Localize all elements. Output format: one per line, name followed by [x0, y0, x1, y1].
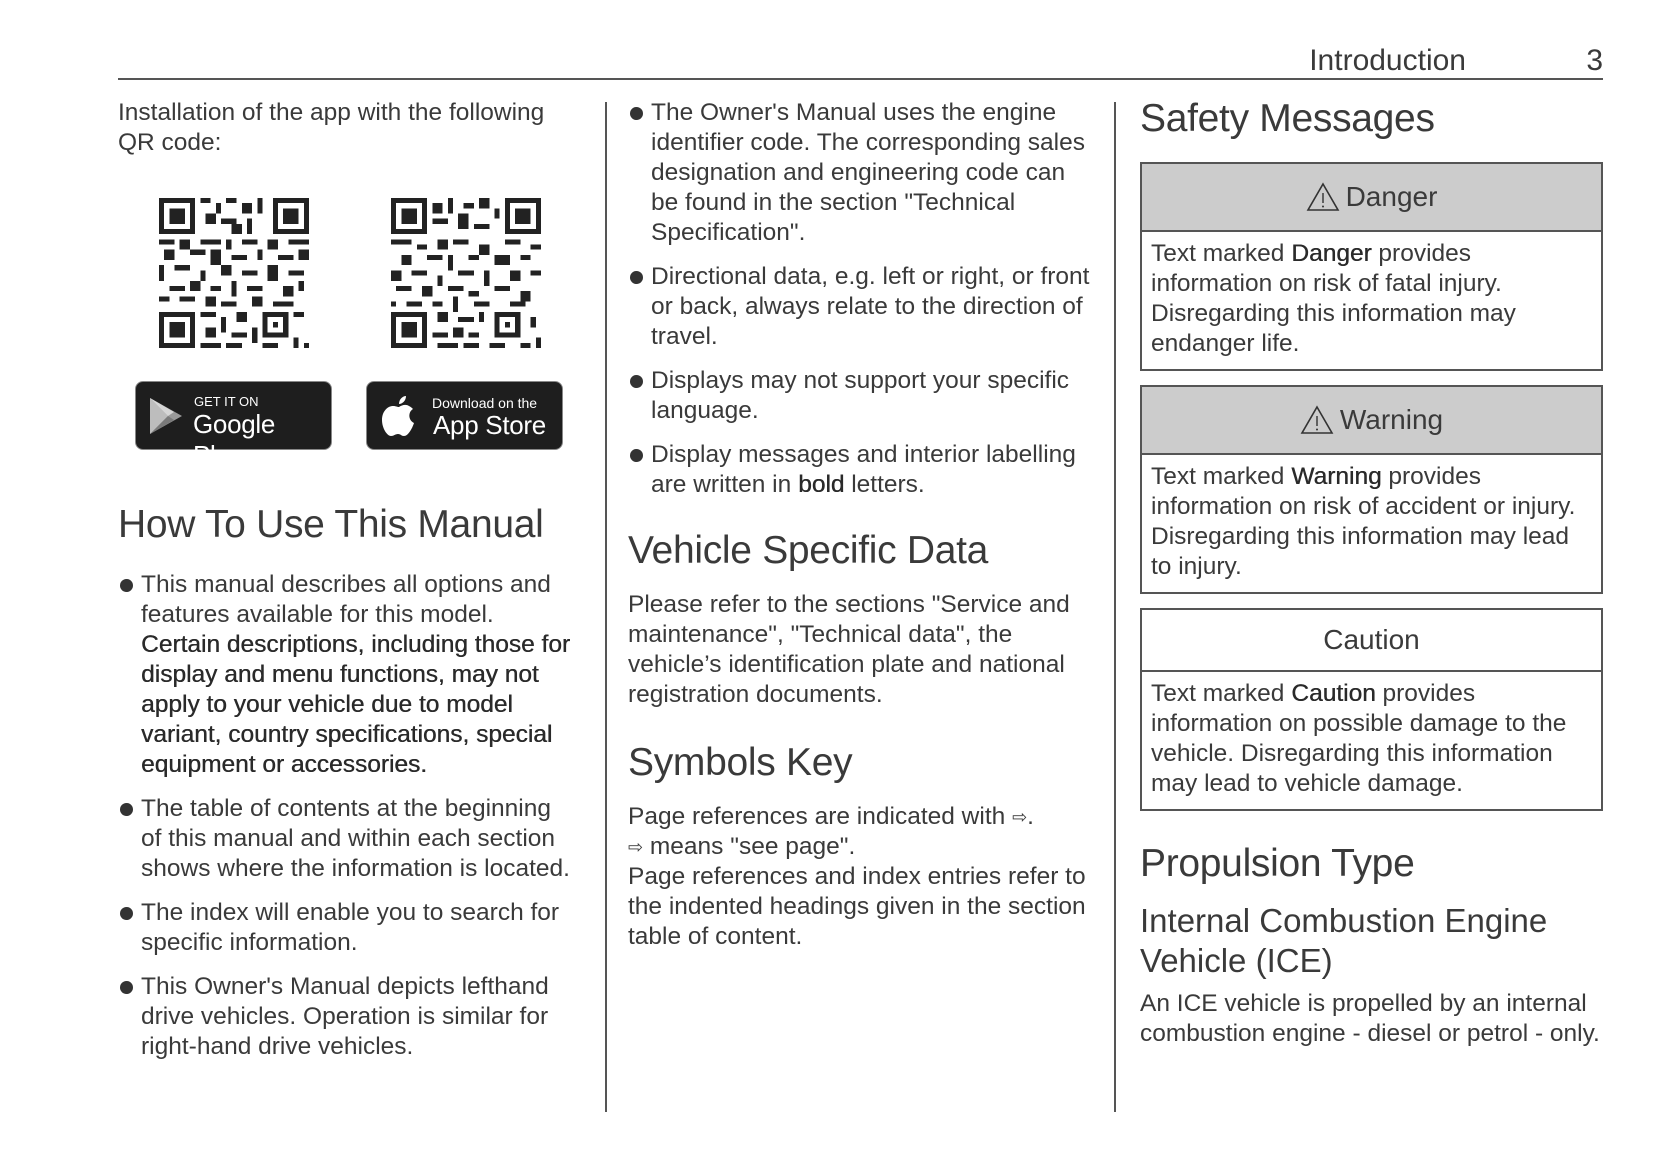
list-item: The index will enable you to search for specific information.	[118, 898, 578, 958]
symbols-key-heading: Symbols Key	[628, 741, 853, 784]
left-column	[118, 98, 578, 1076]
warning-box	[1140, 385, 1603, 594]
badge-big-label: Google Play	[193, 409, 276, 470]
danger-box	[1140, 162, 1603, 371]
how-to-use-heading: How To Use This Manual	[118, 503, 544, 546]
danger-box-text: Text marked Danger provides information on risk of fatal injury. Disregarding this information may endanger life.	[1151, 240, 1516, 357]
app-store-button[interactable]	[366, 381, 563, 450]
bullet-icon	[630, 107, 643, 120]
list-item: Display messages and interior labelling are written in bold letters.	[628, 440, 1093, 500]
danger-box-title: Danger	[1345, 181, 1438, 212]
bullet-icon	[630, 375, 643, 388]
app-install-text: Installation of the app with the following QR code:	[118, 99, 545, 156]
warning-box-header	[1142, 387, 1601, 455]
caution-box-text: Text marked Caution provides information on possible damage to the vehicle. Disregarding this information may lead to vehicle damage.	[1151, 680, 1567, 797]
section-title: Introduction	[1309, 44, 1466, 77]
vehicle-specific-data-text: Please refer to the sections "Service and maintenance", "Technical data", the vehicle’s identification plate and national registration documents.	[628, 591, 1070, 708]
bullet-icon	[120, 579, 133, 592]
caution-box-title: Caution	[1323, 624, 1420, 655]
safety-messages-heading: Safety Messages	[1140, 97, 1435, 140]
column-divider	[605, 102, 607, 1112]
qr-code-row	[159, 198, 578, 348]
safety-message-boxes	[1140, 162, 1603, 811]
danger-box-header	[1142, 164, 1601, 232]
warning-triangle-icon	[1306, 182, 1340, 212]
symbols-key-text: Page references are indicated with ⇨. ⇨ means "see page". Page references and index entries refer to the indented headings given in the section table of content.	[628, 803, 1086, 950]
list-item: Displays may not support your specific language.	[628, 366, 1093, 426]
list-item: The table of contents at the beginning of this manual and within each section shows where the information is located.	[118, 794, 578, 884]
caution-box	[1140, 608, 1603, 811]
google-play-button[interactable]	[135, 381, 332, 470]
app-store-qr-code[interactable]	[391, 198, 541, 348]
page-reference-arrow-icon: ⇨	[1012, 807, 1028, 827]
bullet-icon	[630, 449, 643, 462]
bullet-icon	[120, 981, 133, 994]
list-item: This manual describes all options and features available for this model. Certain descriptions, including those for display and menu functions, may not apply to your vehicle due to model variant, country specifications, special equipment or accessories.	[118, 570, 578, 780]
badge-small-label: GET IT ON	[194, 394, 259, 409]
column-divider	[1114, 102, 1116, 1112]
list-item: The Owner's Manual uses the engine identifier code. The corresponding sales designation and engineering code can be found in the section "Technical Specification".	[628, 98, 1093, 248]
apple-icon	[379, 392, 419, 440]
vehicle-specific-data-heading: Vehicle Specific Data	[628, 529, 989, 572]
badge-small-label: Download on the	[432, 395, 538, 411]
page-number: 3	[1586, 44, 1603, 77]
ice-subheading: Internal Combustion Engine Vehicle (ICE)	[1140, 902, 1548, 979]
warning-triangle-icon	[1300, 405, 1334, 435]
google-play-icon	[148, 396, 184, 436]
google-play-qr-code[interactable]	[159, 198, 309, 348]
how-to-use-list	[118, 570, 578, 1062]
page-header	[118, 40, 1603, 80]
bullet-icon	[630, 271, 643, 284]
list-item: This Owner's Manual depicts lefthand drive vehicles. Operation is similar for right-hand drive vehicles.	[118, 972, 578, 1062]
middle-column	[628, 98, 1093, 952]
warning-box-title: Warning	[1339, 404, 1444, 435]
propulsion-type-heading: Propulsion Type	[1140, 842, 1415, 885]
warning-box-text: Text marked Warning provides information on risk of accident or injury. Disregarding this information may lead to injury.	[1151, 463, 1576, 580]
bullet-icon	[120, 907, 133, 920]
store-badge-row	[135, 381, 578, 470]
bullet-icon	[120, 803, 133, 816]
caution-box-header	[1142, 610, 1601, 672]
page-reference-arrow-icon: ⇨	[628, 837, 644, 857]
badge-big-label: App Store	[433, 410, 546, 440]
ice-description: An ICE vehicle is propelled by an internal combustion engine - diesel or petrol - only.	[1140, 990, 1600, 1047]
right-column	[1140, 98, 1603, 1049]
manual-notes-list	[628, 98, 1093, 500]
list-item: Directional data, e.g. left or right, or front or back, always relate to the direction of travel.	[628, 262, 1093, 352]
